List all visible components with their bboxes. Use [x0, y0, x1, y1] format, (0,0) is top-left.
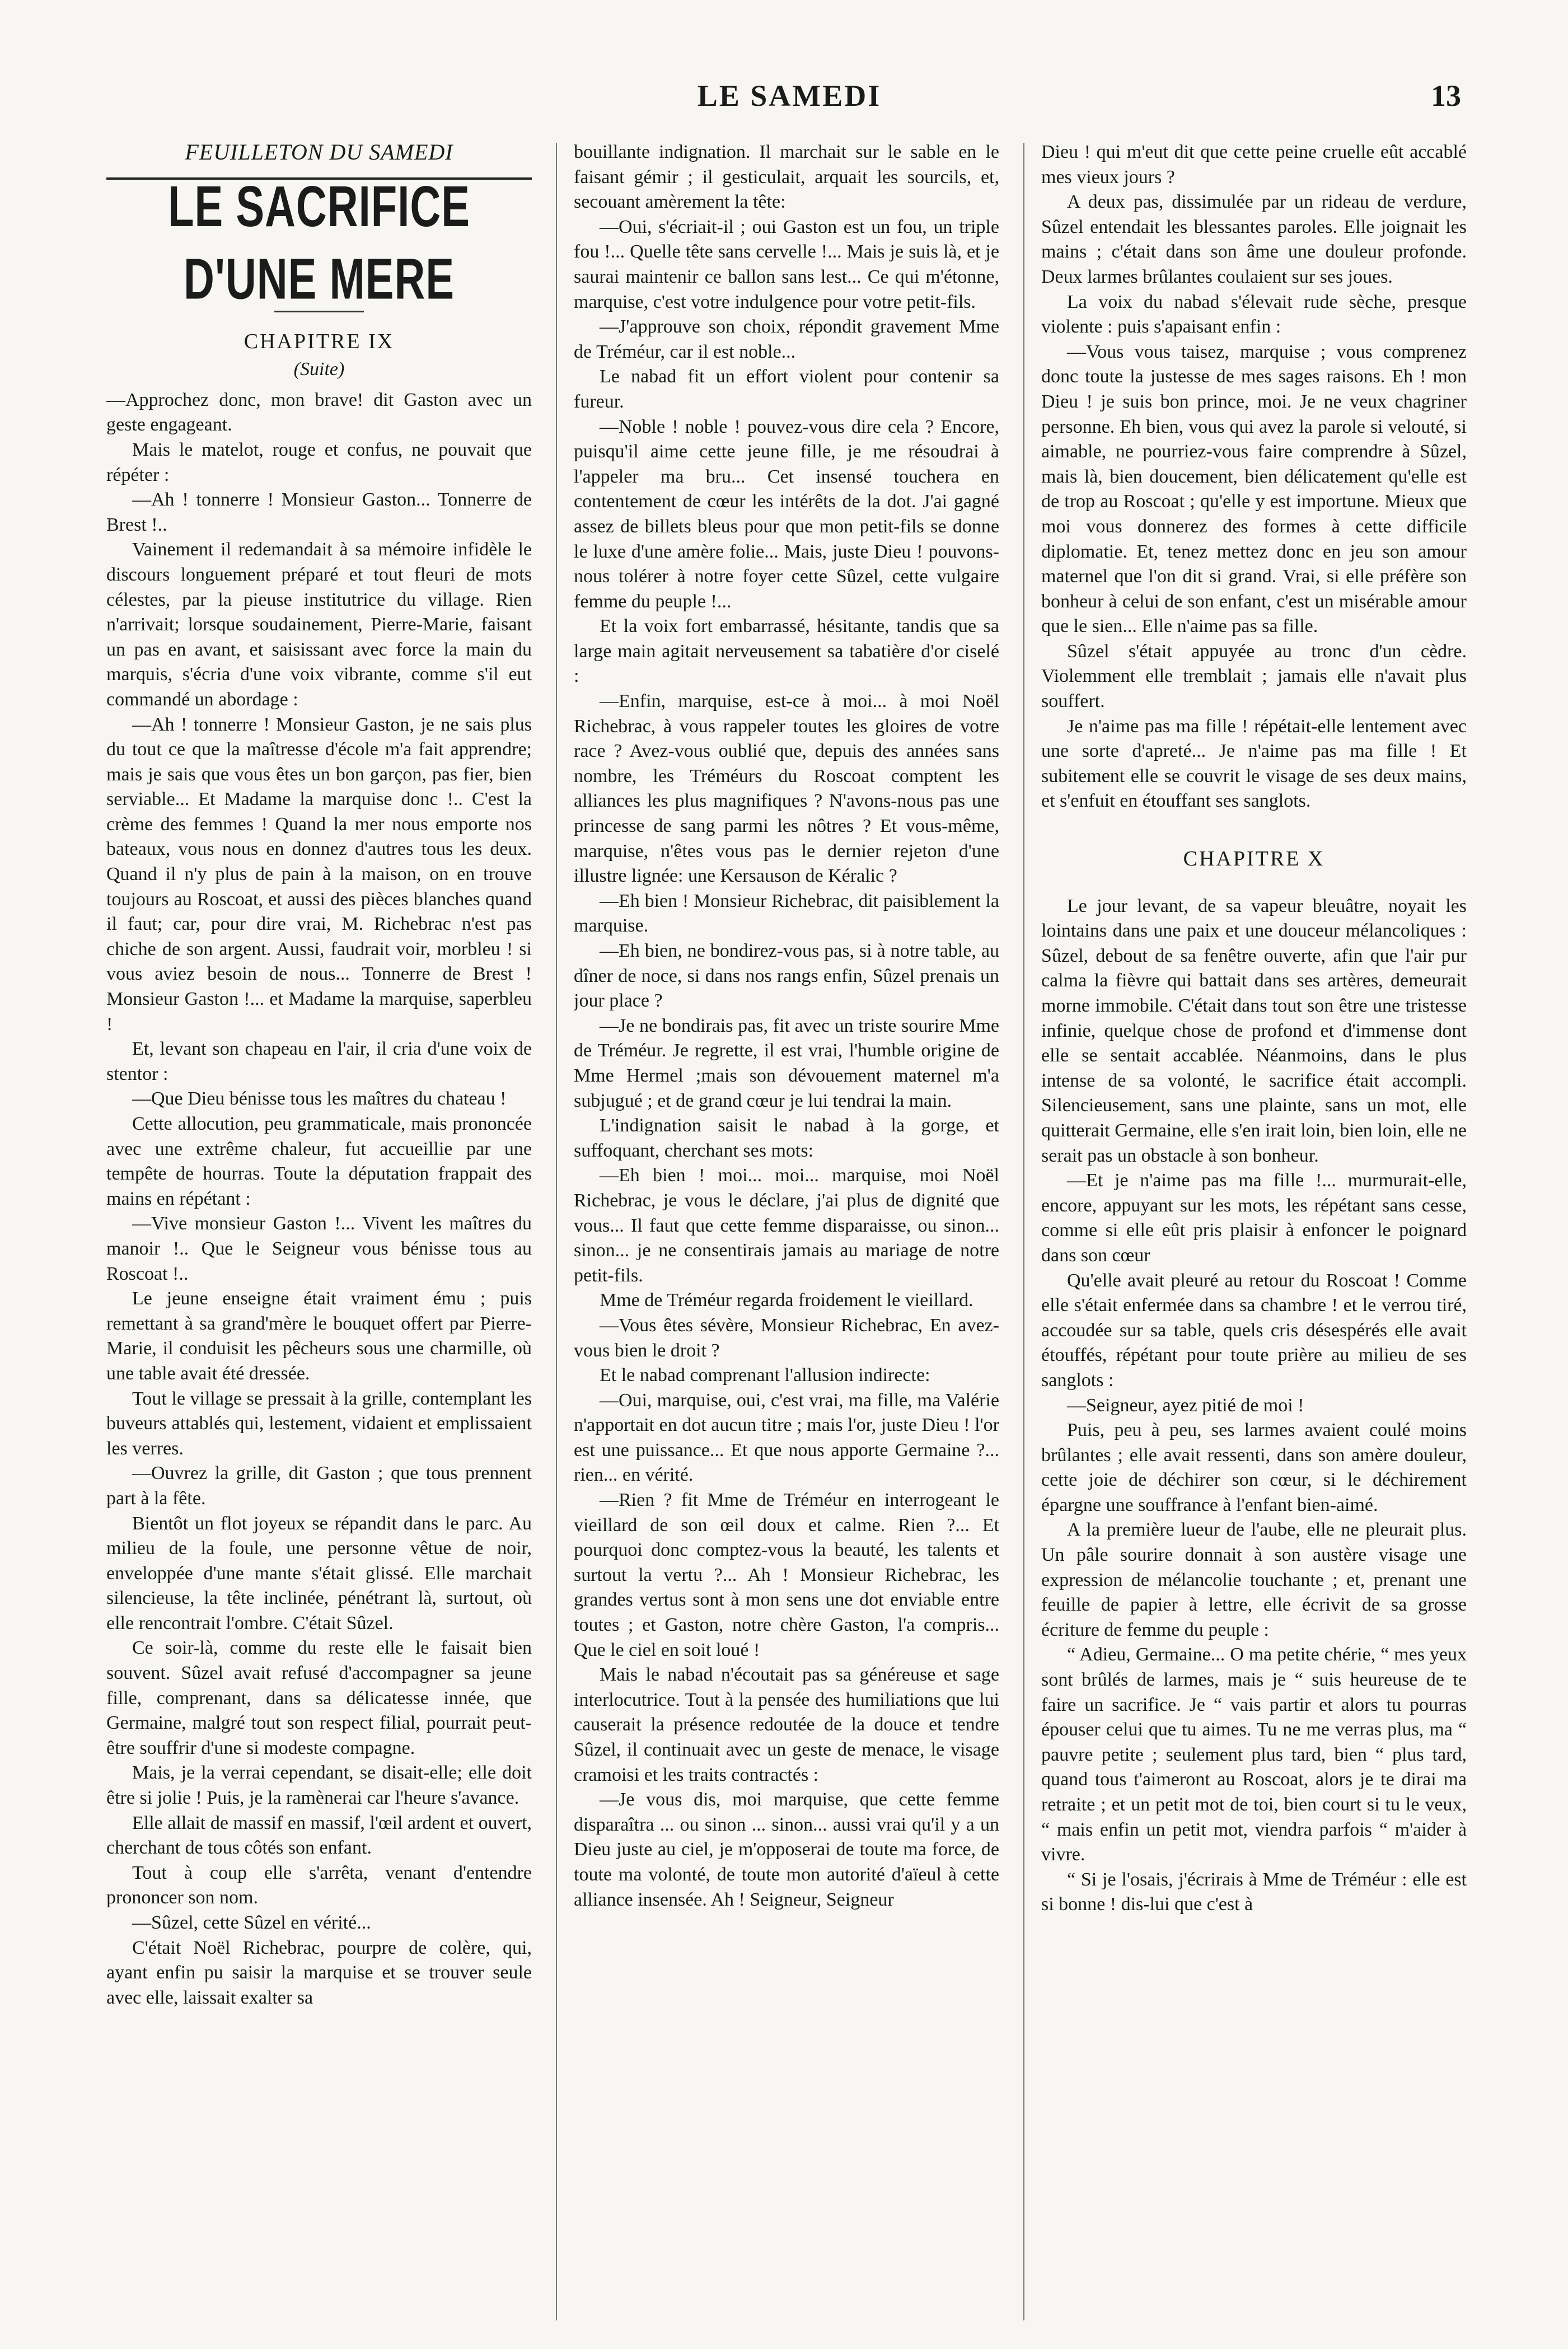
paragraph: —Ah ! tonnerre ! Monsieur Gaston... Tonnerre de Brest !..: [106, 489, 532, 535]
paragraph: —Noble ! noble ! pouvez-vous dire cela ? Encore, puisqu'il aime cette jeune fille, je me résoudrai à l'appeler ma bru... Cet insensé touchera en contentement de cœur les intérêts de la dot. J'ai gagné assez de billets bleus pour que mon petit-fils se donne le luxe d'une amère folie... Mais, juste Dieu ! pouvons-nous tolérer à notre foyer cette Sûzel, cette vulgaire femme du peuple !...: [574, 416, 999, 612]
column-3: [1041, 140, 1467, 2323]
paragraph: Le nabad fit un effort violent pour contenir sa fureur.: [574, 366, 999, 412]
paragraph: Qu'elle avait pleuré au retour du Roscoat ! Comme elle s'était enfermée dans sa chambre ! et le verrou tiré, accoudée sur sa table, quels cris désespérés elle avait étouffés, répétant pour toute prière au milieu de ses sanglots :: [1041, 1270, 1467, 1391]
paragraph: —Enfin, marquise, est-ce à moi... à moi Noël Richebrac, à vous rappeler toutes les gloires de votre race ? Avez-vous oublié que, depuis des années sans nombre, les Tréméurs du Roscoat comptent les alliances les plus magnifiques ? N'avons-nous pas une princesse de sang parmi les nôtres ? Et vous-même, marquise, n'êtes vous pas le dernier rejeton d'une illustre lignée: une Kersauson de Kéralic ?: [574, 691, 999, 887]
paragraph: —Oui, marquise, oui, c'est vrai, ma fille, ma Valérie n'apportait en dot aucun titre ; mais l'or, juste Dieu ! l'or est une puissance... Et que nous apporte Germaine ?... rien... en vérité.: [574, 1389, 999, 1486]
paragraph: Tout à coup elle s'arrêta, venant d'entendre prononcer son nom.: [106, 1862, 532, 1908]
paragraph: Bientôt un flot joyeux se répandit dans le parc. Au milieu de la foule, une personne vêtue de noir, enveloppée d'une mante s'était glissé. Elle marchait silencieuse, la tête inclinée, pénétrant là, surtout, où elle rencontrait l'ombre. C'était Sûzel.: [106, 1513, 532, 1634]
feuilleton-label: FEUILLETON DU SAMEDI: [185, 140, 453, 165]
paragraph: Mais le matelot, rouge et confus, ne pouvait que répéter :: [106, 439, 532, 485]
paragraph: Et la voix fort embarrassé, hésitante, tandis que sa large main agitait nerveusement sa tabatière d'or ciselé :: [574, 616, 999, 687]
paragraph: —Oui, s'écriait-il ; oui Gaston est un fou, un triple fou !... Quelle tête sans cervelle !... Mais je suis là, et je saurai maintenir ce ballon sans lest... Ce qui m'étonne, marquise, c'est votre indulgence pour votre petit-fils.: [574, 216, 999, 312]
paragraph: Mme de Tréméur regarda froidement le vieillard.: [600, 1290, 973, 1311]
journal-title: LE SAMEDI: [697, 79, 882, 113]
paragraph: Je n'aime pas ma fille ! répétait-elle lentement avec une sorte d'apreté... Je n'aime pas ma fille ! Et subitement elle se couvrit le visage de ses deux mains, et s'enfuit en étouffant ses sanglots.: [1041, 715, 1467, 812]
paragraph: Tout le village se pressait à la grille, contemplant les buveurs attablés qui, lestement, vidaient et emplissaient les verres.: [106, 1388, 532, 1459]
paragraph: —Sûzel, cette Sûzel en vérité...: [132, 1912, 371, 1933]
paragraph: Et, levant son chapeau en l'air, il cria d'une voix de stentor :: [106, 1038, 532, 1084]
letter-paragraph: “ Adieu, Germaine... O ma petite chérie, “ mes yeux sont brûlés de larmes, mais je “ suis heureuse de te faire un sacrifice. Je “ vais partir et alors tu pourras épouser celui que tu aimes. Tu ne me verras plus, ma “ pauvre petite ; seulement plus tard, bien “ plus tard, quand tous t'aimeront au Roscoat, alors je te dirai ma retraite ; et un petit mot de toi, bien court si tu le veux, “ mais enfin un petit mot, viendra parfois “ m'aider à vivre.: [1041, 1644, 1467, 1865]
paragraph: Et le nabad comprenant l'allusion indirecte:: [600, 1365, 930, 1386]
paragraph: —Je ne bondirais pas, fit avec un triste sourire Mme de Tréméur. Je regrette, il est vrai, l'humble origine de Mme Hermel ;mais son dévouement maternel m'a subjugué ; et de grand cœur je lui tendrai la main.: [574, 1015, 999, 1111]
paragraph: —Que Dieu bénisse tous les maîtres du chateau !: [132, 1088, 507, 1110]
paragraph: —J'approuve son choix, répondit gravement Mme de Tréméur, car il est noble...: [574, 316, 999, 362]
paragraph: —Vive monsieur Gaston !... Vivent les maîtres du manoir !.. Que le Seigneur vous bénisse tous au Roscoat !..: [106, 1213, 532, 1284]
paragraph: —Eh bien ! moi... moi... marquise, moi Noël Richebrac, je vous le déclare, j'ai plus de dignité que vous... Il faut que cette femme disparaisse, ou sinon... sinon... je ne consentirais jamais au mariage de notre petit-fils.: [574, 1165, 999, 1286]
paragraph: Puis, peu à peu, ses larmes avaient coulé moins brûlantes ; elle avait ressenti, dans son amère douleur, cette joie de déchirer son cœur, si le déchirement épargne une souffrance à l'enfant bien-aimé.: [1041, 1420, 1467, 1515]
paragraph: A deux pas, dissimulée par un rideau de verdure, Sûzel entendait les blessantes paroles. Elle joignait les mains ; c'était dans son âme une douleur profonde. Deux larmes brûlantes coulaient sur ses joues.: [1041, 191, 1467, 287]
paragraph: Sûzel s'était appuyée au tronc d'un cèdre. Violemment elle tremblait ; jamais elle n'avait plus souffert.: [1041, 640, 1467, 712]
paragraph: —Et je n'aime pas ma fille !... murmurait-elle, encore, appuyant sur les mots, les répétant sans cesse, comme si elle eût pris plaisir à enfoncer le poignard dans son cœur: [1041, 1170, 1467, 1266]
paragraph: Dieu ! qui m'eut dit que cette peine cruelle eût accablé mes vieux jours ?: [1041, 142, 1467, 188]
paragraph: Elle allait de massif en massif, l'œil ardent et ouvert, cherchant de tous côtés son enfant.: [106, 1812, 532, 1859]
paragraph: —Ouvrez la grille, dit Gaston ; que tous prennent part à la fête.: [106, 1463, 532, 1509]
paragraph: Vainement il redemandait à sa mémoire infidèle le discours longuement préparé et tout fleuri de mots célestes, par la pieuse institutrice du village. Rien n'arrivait; lorsque soudainement, Pierre-Marie, faisant un pas en avant, et saisissant avec force la main du marquis, s'écria d'une voix vibrante, comme s'il eut commandé un abordage :: [106, 539, 532, 710]
paragraph: L'indignation saisit le nabad à la gorge, et suffoquant, cherchant ses mots:: [574, 1115, 999, 1161]
paragraph: —Je vous dis, moi marquise, que cette femme disparaîtra ... ou sinon ... sinon... aussi vrai qu'il y a un Dieu juste au ciel, je m'opposerai de toute ma force, de toute ma volonté, de toute mon autorité d'aïeul à cette alliance insensée. Ah ! Seigneur, Seigneur: [574, 1789, 999, 1910]
paragraph: Cette allocution, peu grammaticale, mais prononcée avec une extrême chaleur, fut accueillie par une tempête de hourras. Toute la députation frappait des mains en répétant :: [106, 1113, 532, 1209]
paragraph: —Seigneur, ayez pitié de moi !: [1067, 1395, 1304, 1416]
paragraph: Ce soir-là, comme du reste elle le faisait bien souvent. Sûzel avait refusé d'accompagner sa jeune fille, comprenant, dans sa délicatesse innée, que Germaine, malgré tout son respect filial, pourrait peut-être souffrir d'une si modeste compagne.: [106, 1637, 532, 1758]
paragraph: —Approchez donc, mon brave! dit Gaston avec un geste engageant.: [106, 389, 532, 436]
paragraph: A la première lueur de l'aube, elle ne pleurait plus. Un pâle sourire donnait à son austère visage une expression de mélancolie touchante ; et, prenant une feuille de papier à lettre, elle écrivit de sa grosse écriture de femme du peuple :: [1041, 1519, 1467, 1640]
paragraph: —Eh bien, ne bondirez-vous pas, si à notre table, au dîner de noce, si dans nos rangs enfin, Sûzel prenais un jour place ?: [574, 940, 999, 1012]
paragraph: —Eh bien ! Monsieur Richebrac, dit paisiblement la marquise.: [574, 890, 999, 937]
paragraph: Mais le nabad n'écoutait pas sa généreuse et sage interlocutrice. Tout à la pensée des humiliations que lui causerait la présence redoutée de la douce et tendre Sûzel, il continuait avec un geste de menace, le visage cramoisi et les traits contractés :: [574, 1664, 999, 1785]
chapter-heading: CHAPITRE IX: [244, 329, 395, 353]
paragraph: C'était Noël Richebrac, pourpre de colère, qui, ayant enfin pu saisir la marquise et se trouver seule avec elle, laissait exalter sa: [106, 1937, 532, 2008]
page-header: [118, 78, 1461, 123]
paragraph: —Vous vous taisez, marquise ; vous comprenez donc toute la justesse de mes sages raisons. Eh ! mon Dieu ! je suis bon prince, moi. Je ne veux chagriner personne. Eh bien, vous qui avez la parole si velouté, si aimable, ne pourriez-vous faire comprendre à Sûzel, mais là, bien doucement, bien délicatement qu'elle est de trop au Roscoat ; qu'elle y est importune. Mieux que moi vous donnerez des formes à cette difficile diplomatie. Et, tenez mettez donc en jeu son amour maternel que l'on dit si grand. Vrai, si elle préfère son bonheur à celui de son enfant, c'est un misérable amour que le sien... Elle n'aime pas sa fille.: [1041, 341, 1467, 637]
paragraph: Le jeune enseigne était vraiment ému ; puis remettant à sa grand'mère le bouquet offert par Pierre-Marie, il conduisit les pêcheurs sous une charmille, où une table avait été dressée.: [106, 1288, 532, 1384]
serial-title: LE SACRIFICE D'UNE MERE: [168, 174, 470, 312]
paragraph: —Ah ! tonnerre ! Monsieur Gaston, je ne sais plus du tout ce que la maîtresse d'école m'a fait apprendre; mais je sais que vous êtes un bon garçon, pas fier, bien serviable... Et Madame la marquise donc !.. C'est la crème des femmes ! Quand la mer nous emporte nos bateaux, vous nous en donnez d'autres tous les deux. Quand il n'y plus de pain à la maison, on en trouve toujours au Roscoat, et aussi des pièces blanches quand il faut; car, pour dire vrai, M. Richebrac n'est pas chiche de son argent. Aussi, faudrait voir, morbleu ! si vous aviez besoin de nous... Tonnerre de Brest ! Monsieur Gaston !... et Madame la marquise, saperbleu !: [106, 714, 532, 1035]
paragraph: Le jour levant, de sa vapeur bleuâtre, noyait les lointains dans une paix et une douceur mélancoliques : Sûzel, debout de sa fenêtre ouverte, afin que l'air pur calma la fièvre qui battait dans ses artères, demeurait morne immobile. C'était dans tout son être une tristesse infinie, quelque chose de profond et d'immense dont elle se sentait accablée. Néanmoins, dans le plus intense de sa volonté, le sacrifice était accompli. Silencieusement, sans une plainte, sans un mot, elle quitterait Germaine, elle s'en irait loin, bien loin, elle ne serait pas un obstacle à son bonheur.: [1041, 895, 1467, 1166]
chapter-continued-note: (Suite): [293, 359, 345, 380]
column-divider: [1023, 143, 1024, 2320]
paragraph: —Rien ? fit Mme de Tréméur en interrogeant le vieillard de son œil doux et calme. Rien ?... Et pourquoi donc comptez-vous la beauté, les talents et surtout la vertu ?... Ah ! Monsieur Richebrac, les grandes vertus sont à mon sens une dot enviable entre toutes ; et Gaston, notre chère Gaston, l'a compris... Que le ciel en soit loué !: [574, 1490, 999, 1660]
letter-paragraph: “ Si je l'osais, j'écrirais à Mme de Tréméur : elle est si bonne ! dis-lui que c'est à: [1041, 1869, 1467, 1915]
paragraph: —Vous êtes sévère, Monsieur Richebrac, En avez-vous bien le droit ?: [574, 1314, 999, 1361]
column-1-text: [106, 388, 532, 2011]
page-number: 13: [1431, 79, 1461, 113]
column-divider: [556, 143, 557, 2320]
column-1: [106, 140, 532, 2323]
chapter-heading: CHAPITRE X: [1183, 847, 1325, 871]
column-2: [574, 140, 999, 2323]
paragraph: Mais, je la verrai cependant, se disait-elle; elle doit être si jolie ! Puis, je la ramènerai car l'heure s'avance.: [106, 1762, 532, 1809]
paragraph: bouillante indignation. Il marchait sur le sable en le faisant gémir ; il gesticulait, arquait les sourcils, et, secouant amèrement la tête:: [574, 142, 999, 213]
paragraph: La voix du nabad s'élevait rude sèche, presque violente : puis s'apaisant enfin :: [1041, 291, 1467, 338]
